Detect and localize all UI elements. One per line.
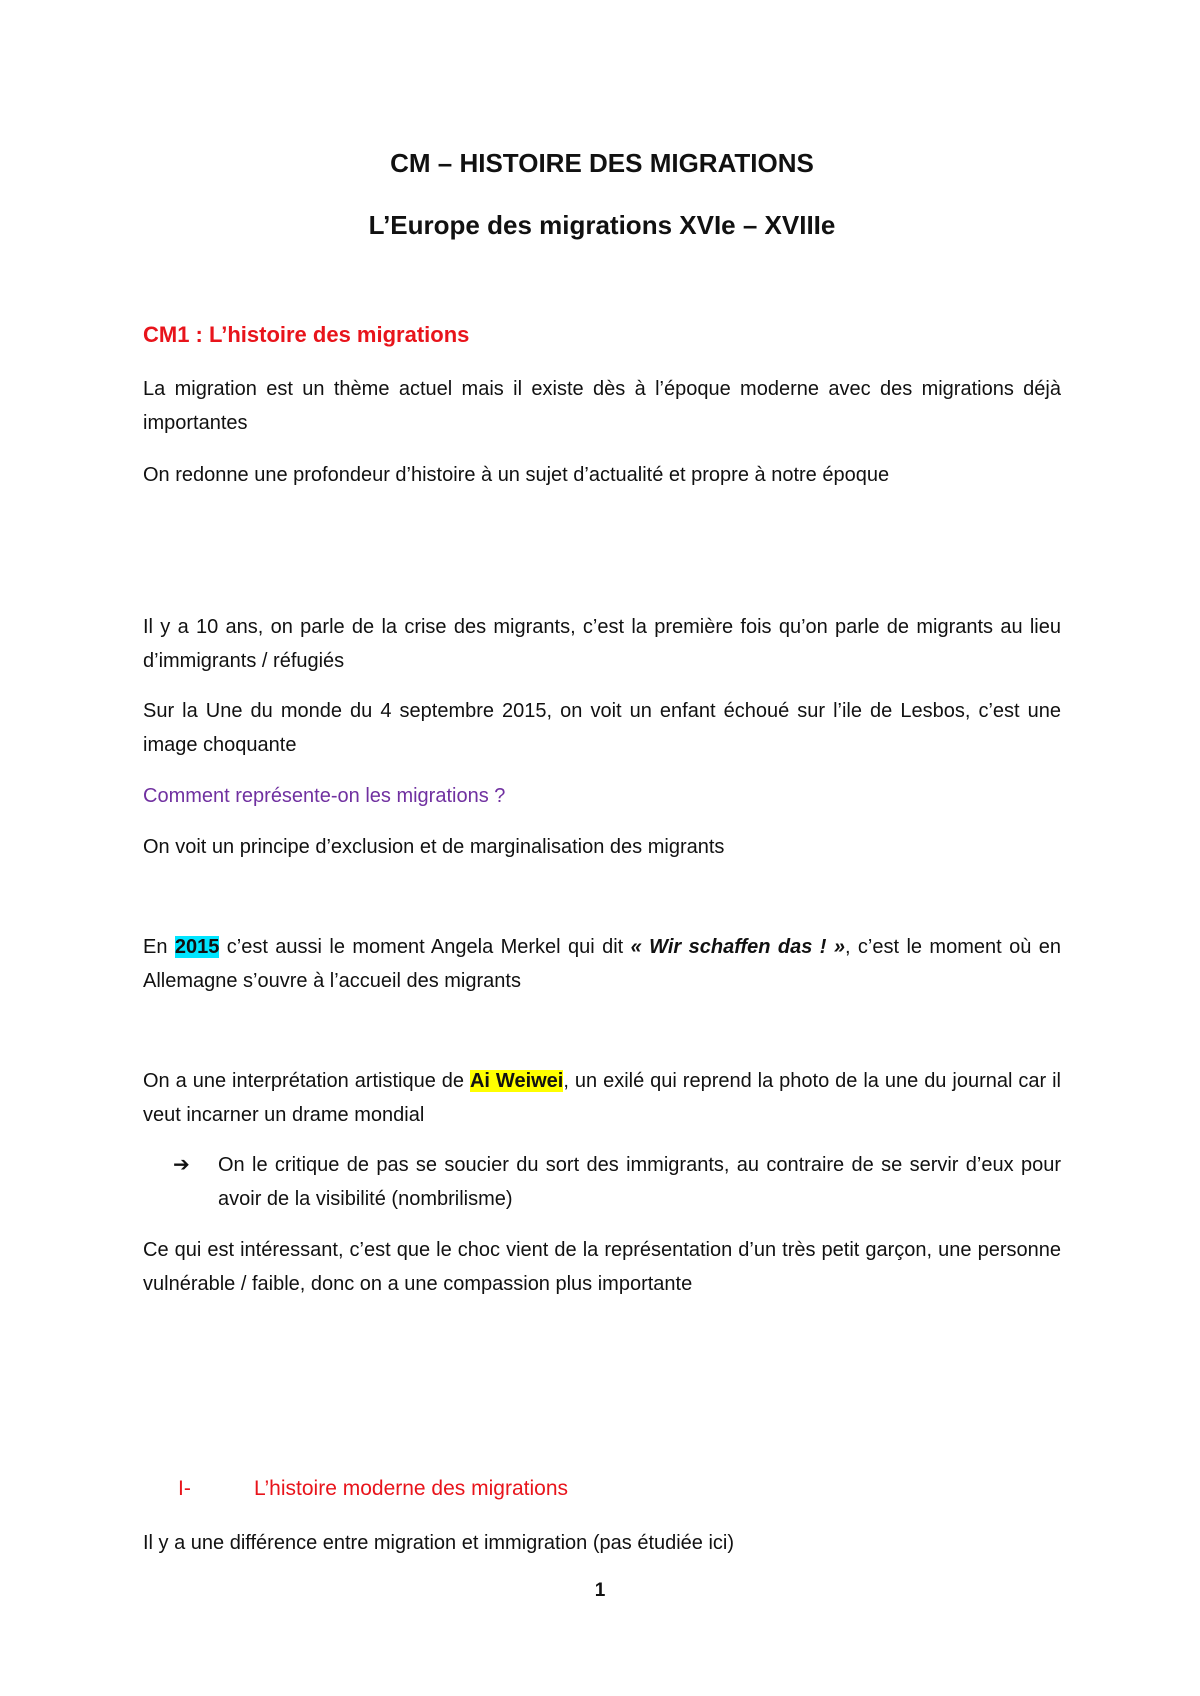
paragraph-8: Ce qui est intéressant, c’est que le choc vient de la représentation d’un très petit garçon, une personne vulnérable / faible, donc on a une compassion plus importante [143, 1239, 1061, 1295]
paragraph-6 [143, 930, 1061, 998]
document-subtitle: L’Europe des migrations XVIe – XVIIIe [368, 210, 836, 240]
section-1-paragraph: Il y a une différence entre migration et immigration (pas étudiée ici) [143, 1532, 735, 1554]
year-highlight: 2015 [174, 936, 220, 958]
question-line: Comment représente-on les migrations ? [143, 785, 506, 807]
paragraph-6-after: , c’est le moment où en Allemagne s’ouvre à l’accueil des migrants [143, 936, 1061, 992]
paragraph-1: La migration est un thème actuel mais il existe dès à l’époque moderne avec des migrations déjà importantes [143, 378, 1061, 434]
page-number: 1 [594, 1580, 606, 1601]
section-1-title: L’histoire moderne des migrations [254, 1477, 568, 1500]
paragraph-6-before: En [143, 936, 175, 958]
paragraph-2: On redonne une profondeur d’histoire à un sujet d’actualité et propre à notre époque [143, 464, 890, 486]
cm1-heading: CM1 : L’histoire des migrations [143, 322, 470, 347]
paragraph-4: Sur la Une du monde du 4 septembre 2015, on voit un enfant échoué sur l’ile de Lesbos, c’est une image choquante [143, 700, 1061, 756]
section-1-heading [178, 1477, 568, 1501]
merkel-quote: « Wir schaffen das ! » [630, 936, 845, 958]
paragraph-7-after: , un exilé qui reprend la photo de la une du journal car il veut incarner un drame mondial [143, 1070, 1061, 1126]
paragraph-6-middle: c’est aussi le moment Angela Merkel qui dit [219, 936, 631, 958]
arrow-list-item [173, 1148, 1061, 1216]
document-title: CM – HISTOIRE DES MIGRATIONS [390, 148, 814, 178]
paragraph-5: On voit un principe d’exclusion et de marginalisation des migrants [143, 836, 725, 858]
artist-highlight: Ai Weiwei [469, 1070, 564, 1092]
paragraph-7-before: On a une interprétation artistique de [143, 1070, 470, 1092]
right-arrow-icon: ➔ [173, 1154, 190, 1176]
paragraph-7 [143, 1064, 1061, 1132]
arrow-list-text: On le critique de pas se soucier du sort des immigrants, au contraire de se servir d’eux pour avoir de la visibilité (nombrilisme) [218, 1154, 1061, 1210]
section-1-number: I- [178, 1477, 191, 1500]
paragraph-3: Il y a 10 ans, on parle de la crise des migrants, c’est la première fois qu’on parle de migrants au lieu d’immigrants / réfugiés [143, 616, 1061, 672]
